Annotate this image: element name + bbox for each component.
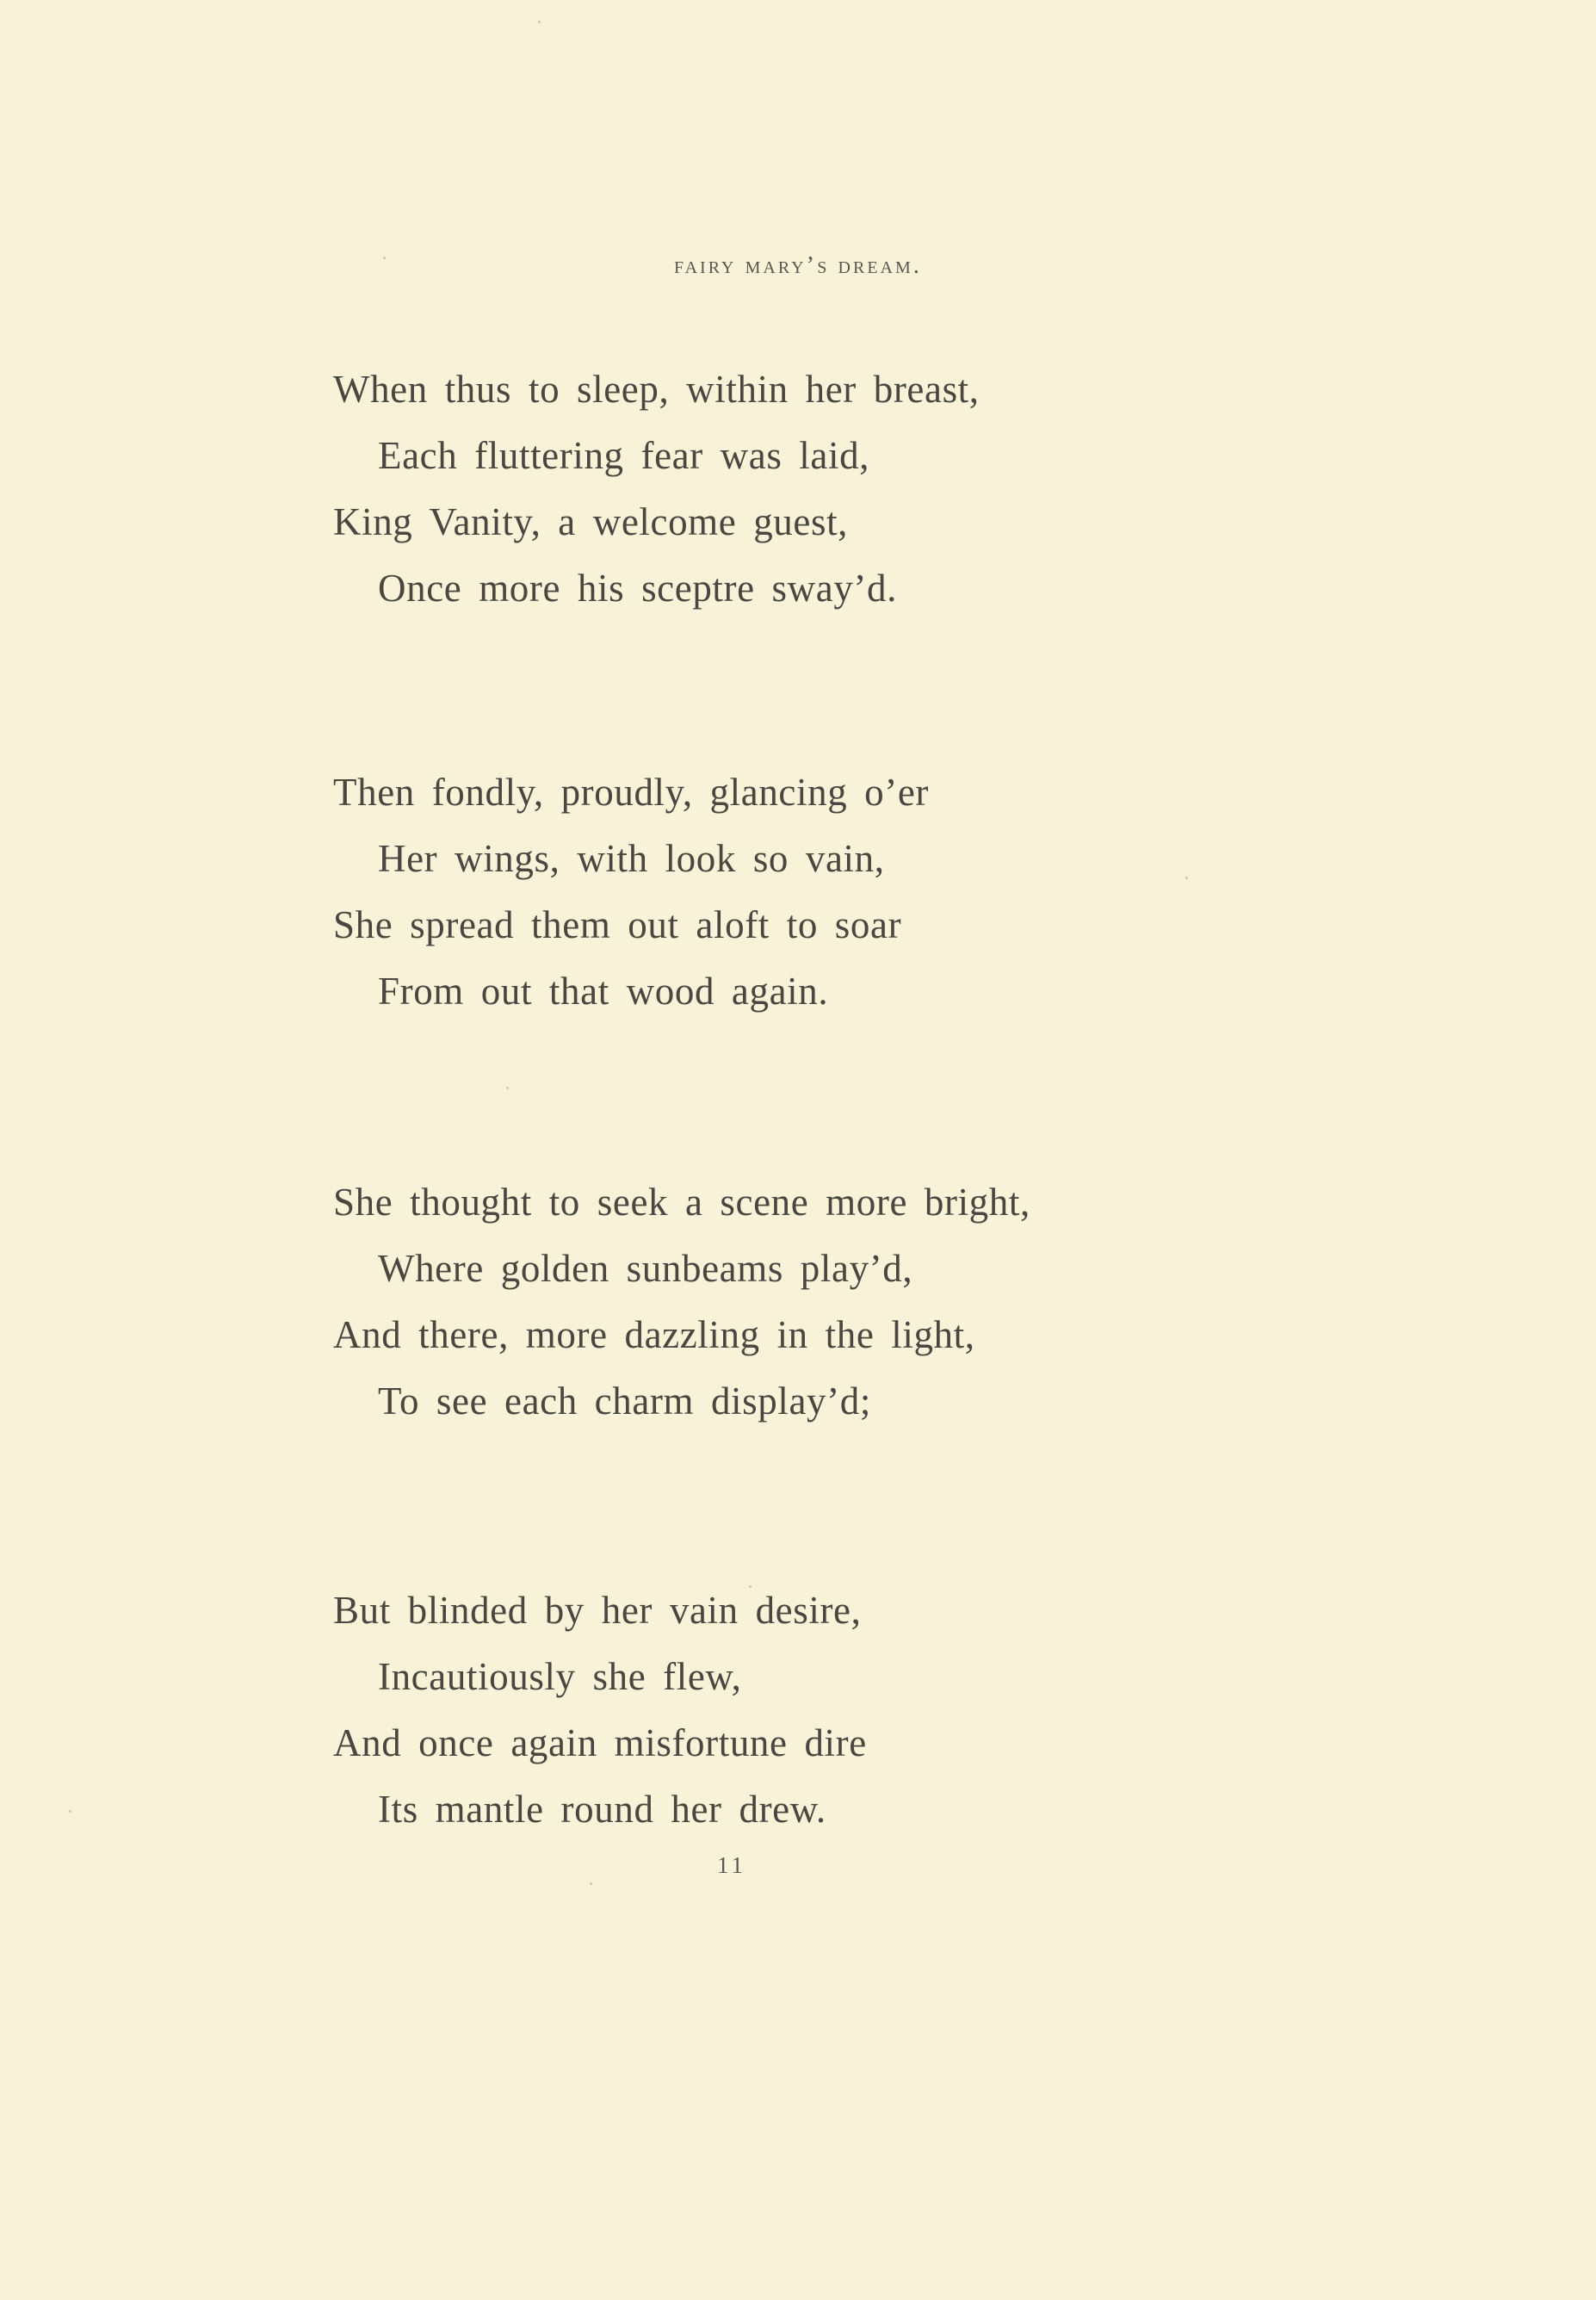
page-number: 11 xyxy=(717,1852,746,1878)
paper-speck xyxy=(1185,877,1188,879)
paper-speck xyxy=(538,21,541,23)
verse-line: But blinded by her vain desire, xyxy=(333,1589,862,1632)
stanza-2 xyxy=(333,759,1366,1025)
verse-line: From out that wood again. xyxy=(378,970,829,1013)
verse-line: Incautiously she flew, xyxy=(378,1655,742,1698)
paper-speck xyxy=(590,1882,592,1885)
verse-line: King Vanity, a welcome guest, xyxy=(333,500,849,543)
verse-line: And there, more dazzling in the light, xyxy=(333,1313,975,1356)
paper-speck xyxy=(506,1087,509,1089)
verse-line: Her wings, with look so vain, xyxy=(378,837,885,880)
running-head: fairy mary’s dream. xyxy=(673,251,923,279)
stanza-4 xyxy=(333,1578,1366,1843)
verse-line: Its mantle round her drew. xyxy=(378,1788,826,1831)
stanza-3 xyxy=(333,1169,1366,1435)
verse-line: Then fondly, proudly, glancing o’er xyxy=(333,771,929,814)
paper-speck xyxy=(749,1585,752,1588)
verse-line: Each fluttering fear was laid, xyxy=(378,434,870,477)
paper-speck xyxy=(69,1810,71,1813)
verse-line: Once more his sceptre sway’d. xyxy=(378,567,897,610)
verse-line: And once again misfortune dire xyxy=(333,1721,867,1764)
verse-line: To see each charm display’d; xyxy=(378,1379,871,1423)
verse-line: She spread them out aloft to soar xyxy=(333,903,902,946)
verse-line: She thought to seek a scene more bright, xyxy=(333,1181,1030,1224)
verse-line: Where golden sunbeams play’d, xyxy=(378,1247,913,1290)
verse-line: When thus to sleep, within her breast, xyxy=(333,368,980,411)
stanza-1 xyxy=(333,356,1366,622)
paper-speck xyxy=(383,257,386,259)
